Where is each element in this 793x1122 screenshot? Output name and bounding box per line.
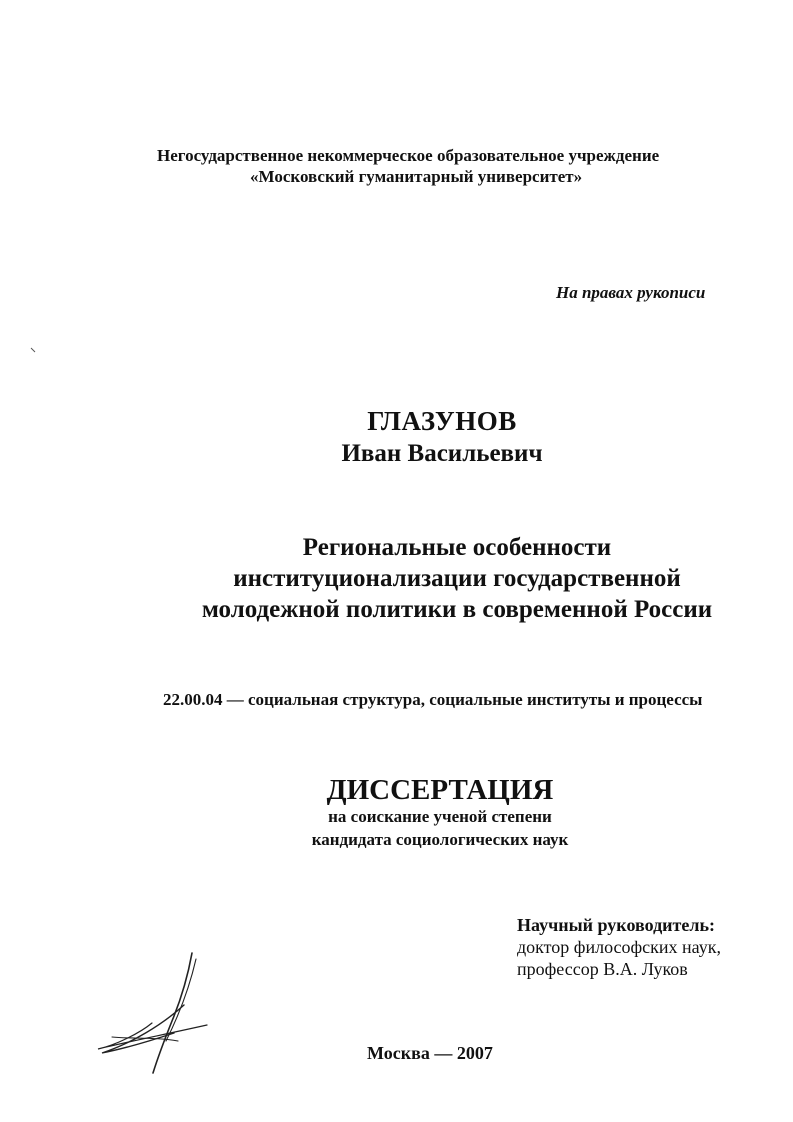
thesis-title-line-1: Региональные особенности (302, 534, 612, 561)
document-type: ДИССЕРТАЦИЯ (326, 774, 554, 806)
thesis-title-line-2: институционализации государственной (233, 565, 681, 592)
thesis-title-line-3: молодежной политики в современной России (201, 596, 713, 623)
place-and-year: Москва — 2007 (367, 1043, 493, 1063)
institution-line-1: Негосударственное некоммерческое образовательное учреждение (157, 146, 660, 165)
degree-line-1: на соискание ученой степени (328, 807, 552, 826)
specialty-code: 22.00.04 — социальная структура, социальные институты и процессы (163, 690, 703, 709)
degree-line-2: кандидата социологических наук (311, 830, 569, 849)
institution-line-2: «Московский гуманитарный университет» (250, 167, 583, 186)
scan-speck (30, 347, 36, 353)
manuscript-note: На правах рукописи (556, 283, 706, 302)
author-given-names: Иван Васильевич (341, 440, 543, 467)
author-surname: ГЛАЗУНОВ (367, 406, 517, 436)
supervisor-degree: доктор философских наук, (517, 937, 721, 957)
supervisor-name: профессор В.А. Луков (517, 959, 688, 979)
supervisor-heading: Научный руководитель: (517, 915, 715, 935)
handwritten-signature (92, 945, 222, 1080)
